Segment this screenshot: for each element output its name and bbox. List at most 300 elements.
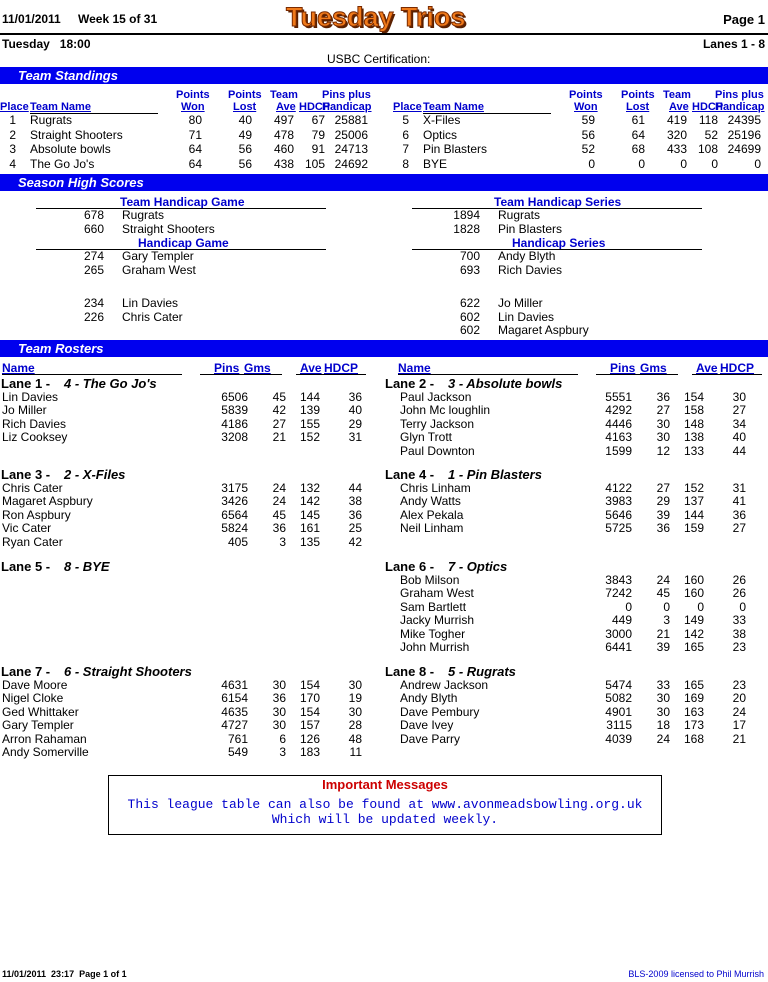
player-average: 152 — [683, 481, 704, 495]
high-scores-title: Season High Scores — [18, 175, 144, 190]
player-average: 163 — [683, 704, 704, 719]
page-label: Page 1 — [723, 12, 765, 27]
player-handicap: 30 — [732, 390, 746, 404]
roster-col-name-left: Name — [2, 361, 35, 375]
player-average: 155 — [299, 416, 320, 431]
col-pins-plus-right: Pins plus — [715, 89, 764, 101]
standing-ave: 0 — [680, 156, 687, 171]
player-average: 135 — [299, 534, 320, 549]
lane-team: 4 - The Go Jo's — [64, 376, 157, 391]
player-average: 169 — [683, 691, 704, 706]
player-name: Andrew Jackson — [400, 678, 489, 692]
day-time: Tuesday 18:00 — [2, 37, 91, 51]
standing-pins: 24699 — [727, 142, 761, 156]
player-average: 139 — [299, 403, 320, 418]
player-name: Jo Miller — [2, 403, 47, 418]
player-handicap: 25 — [348, 521, 362, 536]
col-points-won-right: Points — [569, 89, 603, 101]
player-name: Jacky Murrish — [400, 613, 475, 628]
hcp-series-name: Rich Davies — [498, 262, 563, 277]
col-ave-left: Ave — [276, 101, 296, 113]
player-games: 45 — [272, 507, 286, 522]
standing-hdcp: 79 — [311, 127, 325, 142]
standing-ave: 438 — [273, 156, 294, 171]
player-games: 24 — [656, 731, 670, 746]
league-title: Tuesday Trios — [286, 2, 466, 32]
col-team-right: Team — [663, 89, 691, 101]
lane-team: 8 - BYE — [64, 559, 110, 574]
player-average: 157 — [299, 718, 320, 733]
team-series-name: Pin Blasters — [498, 221, 563, 236]
player-games: 36 — [656, 521, 670, 536]
player-average: 154 — [683, 390, 704, 404]
scratch-series-score: 622 — [459, 296, 480, 310]
col-points-lost-left: Points — [228, 89, 262, 101]
col-lost-right: Lost — [626, 101, 650, 113]
player-name: Bob Milson — [400, 573, 460, 587]
player-handicap: 48 — [348, 731, 362, 746]
player-games: 3 — [279, 745, 286, 759]
standing-won: 56 — [581, 127, 595, 142]
lane-label: Lane 6 - — [385, 559, 435, 574]
roster-col-name-right: Name — [398, 361, 431, 375]
standing-lost: 61 — [631, 113, 645, 127]
standing-won: 64 — [188, 156, 202, 171]
player-average: 161 — [299, 521, 320, 536]
player-name: Ged Whittaker — [2, 704, 79, 719]
lane-team: 7 - Optics — [448, 559, 508, 574]
player-handicap: 40 — [348, 403, 362, 418]
player-games: 6 — [279, 731, 286, 746]
player-handicap: 38 — [348, 494, 362, 509]
player-pins: 4635 — [221, 704, 248, 719]
player-handicap: 26 — [732, 573, 746, 587]
col-pins-plus-left: Pins plus — [322, 89, 371, 101]
scratch-game-score: 226 — [83, 309, 104, 324]
standing-place: 5 — [402, 113, 409, 127]
scratch-game-score: 234 — [83, 296, 104, 310]
player-pins: 405 — [227, 534, 248, 549]
player-handicap: 29 — [348, 416, 362, 431]
col-ave-right: Ave — [669, 101, 689, 113]
player-average: 133 — [683, 443, 704, 458]
scratch-series-score: 602 — [459, 309, 480, 324]
lane-team: 1 - Pin Blasters — [448, 467, 542, 482]
player-pins: 4039 — [605, 731, 632, 746]
player-name: Alex Pekala — [400, 507, 464, 522]
hcp-game-title: Handicap Game — [138, 236, 229, 250]
standing-lost: 68 — [631, 142, 645, 156]
player-handicap: 44 — [348, 481, 362, 495]
lane-label: Lane 4 - — [385, 467, 435, 482]
player-games: 42 — [272, 403, 286, 418]
team-series-score: 1894 — [453, 208, 480, 222]
player-handicap: 11 — [349, 745, 362, 759]
player-pins: 5646 — [605, 507, 632, 522]
player-games: 0 — [663, 599, 670, 614]
player-handicap: 27 — [732, 403, 746, 418]
lane-label: Lane 3 - — [1, 467, 51, 482]
player-name: Mike Togher — [400, 626, 466, 641]
hcp-series-title: Handicap Series — [512, 236, 606, 250]
player-name: Chris Linham — [400, 481, 471, 495]
standing-team: The Go Jo's — [30, 156, 95, 171]
player-name: Nigel Cloke — [2, 691, 64, 706]
header-rule — [0, 33, 768, 35]
player-average: 168 — [683, 731, 704, 746]
standing-won: 80 — [188, 113, 202, 127]
standing-place: 6 — [402, 127, 409, 142]
roster-col-pins-left: Pins — [214, 361, 240, 375]
standing-lost: 40 — [238, 113, 252, 127]
standing-won: 0 — [588, 156, 595, 171]
player-handicap: 36 — [348, 507, 362, 522]
scratch-series-name: Magaret Aspbury — [498, 323, 589, 337]
player-average: 149 — [683, 613, 704, 628]
player-average: 142 — [299, 494, 320, 509]
col-place-left: Place — [0, 101, 29, 113]
roster-pins-rule-right — [596, 374, 678, 375]
player-name: John Murrish — [400, 640, 470, 654]
standing-team: Pin Blasters — [423, 142, 488, 156]
player-games: 24 — [656, 573, 670, 587]
player-pins: 5824 — [221, 521, 248, 536]
player-name: Andy Somerville — [2, 745, 89, 759]
standing-pins: 0 — [754, 156, 761, 171]
team-game-name: Straight Shooters — [122, 221, 215, 236]
player-pins: 3426 — [221, 494, 248, 509]
standing-team: Straight Shooters — [30, 127, 123, 142]
standing-lost: 49 — [238, 127, 252, 142]
player-name: Rich Davies — [2, 416, 67, 431]
standing-ave: 497 — [273, 113, 294, 127]
player-name: Ryan Cater — [2, 534, 63, 549]
player-handicap: 24 — [732, 704, 746, 719]
player-name: Paul Jackson — [400, 390, 472, 404]
team-game-name: Rugrats — [122, 208, 165, 222]
player-handicap: 33 — [732, 613, 746, 628]
standing-won: 64 — [188, 142, 202, 156]
roster-ave-rule-left — [296, 374, 366, 375]
player-games: 36 — [272, 691, 286, 706]
team-series-title: Team Handicap Series — [494, 195, 622, 209]
player-games: 12 — [656, 443, 670, 458]
col-place-right: Place — [393, 101, 422, 113]
player-pins: 0 — [625, 599, 632, 614]
player-name: Dave Pembury — [400, 704, 480, 719]
lane-label: Lane 2 - — [385, 376, 435, 391]
player-pins: 4446 — [605, 416, 632, 431]
player-average: 152 — [299, 430, 320, 445]
standing-hdcp: 118 — [698, 113, 718, 127]
player-name: Dave Parry — [400, 731, 461, 746]
standing-pins: 24713 — [334, 142, 368, 156]
player-games: 21 — [272, 430, 286, 445]
messages-line-1: This league table can also be found at www.avonmeadsbowling.org.uk — [127, 797, 643, 812]
player-pins: 6564 — [221, 507, 248, 522]
player-average: 158 — [683, 403, 704, 418]
player-games: 24 — [272, 481, 286, 495]
standing-place: 1 — [9, 113, 16, 127]
roster-col-hdcp-right: HDCP — [720, 361, 755, 375]
player-name: Magaret Aspbury — [2, 494, 93, 509]
col-hdcp-left: HDCP — [299, 101, 331, 113]
player-average: 138 — [683, 430, 704, 445]
player-games: 30 — [656, 430, 670, 445]
player-pins: 3208 — [221, 430, 248, 445]
standing-team: Optics — [423, 127, 458, 142]
player-average: 160 — [683, 573, 704, 587]
standing-pins: 24692 — [334, 156, 368, 171]
player-name: Gary Templer — [2, 718, 74, 733]
col-points-lost-right: Points — [621, 89, 655, 101]
player-handicap: 26 — [732, 586, 746, 601]
standing-ave: 419 — [666, 113, 687, 127]
player-pins: 3843 — [605, 573, 632, 587]
player-average: 144 — [683, 507, 704, 522]
standing-pins: 25196 — [727, 127, 761, 142]
player-handicap: 0 — [739, 599, 746, 614]
player-pins: 449 — [611, 613, 632, 628]
lane-team: 5 - Rugrats — [448, 664, 516, 679]
hcp-series-score: 700 — [459, 249, 480, 263]
standing-team: X-Files — [423, 113, 461, 127]
roster-col-hdcp-left: HDCP — [324, 361, 359, 375]
hcp-series-score: 693 — [459, 262, 480, 277]
hcp-series-name: Andy Blyth — [498, 249, 556, 263]
player-name: Dave Moore — [2, 678, 68, 692]
player-games: 30 — [272, 718, 286, 733]
player-games: 45 — [272, 390, 286, 404]
player-name: Dave Ivey — [400, 718, 454, 733]
report-date: 11/01/2011 — [2, 12, 61, 26]
team-game-title: Team Handicap Game — [120, 195, 245, 209]
player-name: Paul Downton — [400, 443, 475, 458]
player-handicap: 34 — [732, 416, 746, 431]
team-series-score: 1828 — [453, 221, 480, 236]
player-games: 3 — [279, 534, 286, 549]
col-handicap-left: Handicap — [322, 101, 372, 113]
lane-team: 2 - X-Files — [64, 467, 126, 482]
col-won-right: Won — [574, 101, 598, 113]
player-average: 148 — [683, 416, 704, 431]
messages-title: Important Messages — [322, 777, 448, 792]
team-game-score: 678 — [83, 208, 104, 222]
standing-won: 52 — [581, 142, 595, 156]
lane-label: Lane 5 - — [1, 559, 51, 574]
player-average: 154 — [299, 704, 320, 719]
player-handicap: 30 — [348, 678, 362, 692]
player-average: 126 — [299, 731, 320, 746]
player-games: 39 — [656, 507, 670, 522]
player-games: 27 — [656, 403, 670, 418]
col-points-won-left: Points — [176, 89, 210, 101]
standing-won: 59 — [581, 113, 595, 127]
standing-place: 3 — [9, 142, 16, 156]
player-average: 137 — [683, 494, 704, 509]
player-pins: 6441 — [605, 640, 632, 654]
player-handicap: 42 — [348, 534, 362, 549]
scratch-game-name: Chris Cater — [122, 309, 183, 324]
standing-hdcp: 52 — [704, 127, 718, 142]
standing-ave: 320 — [666, 127, 687, 142]
standing-lost: 0 — [638, 156, 645, 171]
player-name: Andy Watts — [400, 494, 461, 509]
player-games: 27 — [272, 416, 286, 431]
player-pins: 3175 — [221, 481, 248, 495]
roster-name-rule-right — [398, 374, 578, 375]
standing-hdcp: 67 — [311, 113, 325, 127]
standing-won: 71 — [188, 127, 202, 142]
player-handicap: 21 — [732, 731, 746, 746]
player-games: 36 — [272, 521, 286, 536]
player-games: 45 — [656, 586, 670, 601]
player-games: 24 — [272, 494, 286, 509]
player-pins: 4186 — [221, 416, 248, 431]
standing-place: 4 — [9, 156, 16, 171]
scratch-series-name: Jo Miller — [498, 296, 543, 310]
player-handicap: 20 — [732, 691, 746, 706]
col-team-left: Team — [270, 89, 298, 101]
player-pins: 1599 — [605, 443, 632, 458]
standing-ave: 478 — [273, 127, 294, 142]
player-handicap: 31 — [348, 430, 362, 445]
player-handicap: 36 — [348, 390, 362, 404]
standings-title: Team Standings — [18, 68, 118, 83]
player-handicap: 40 — [732, 430, 746, 445]
col-team-name-left: Team Name — [30, 101, 91, 113]
player-pins: 7242 — [605, 586, 632, 601]
player-name: Glyn Trott — [400, 430, 453, 445]
standing-team: Rugrats — [30, 113, 73, 127]
player-name: Neil Linham — [400, 521, 464, 536]
scratch-series-name: Lin Davies — [498, 309, 555, 324]
col-team-name-right: Team Name — [423, 101, 484, 113]
player-name: John Mc loughlin — [400, 403, 491, 418]
player-pins: 5839 — [221, 403, 248, 418]
player-average: 0 — [697, 599, 704, 614]
player-name: Terry Jackson — [400, 416, 475, 431]
player-handicap: 44 — [732, 443, 746, 458]
player-pins: 6506 — [221, 390, 248, 404]
player-average: 160 — [683, 586, 704, 601]
player-pins: 3000 — [605, 626, 632, 641]
standing-hdcp: 91 — [311, 142, 325, 156]
col-handicap-right: Handicap — [715, 101, 765, 113]
player-handicap: 30 — [348, 704, 362, 719]
certification: USBC Certification: — [327, 52, 431, 66]
player-handicap: 23 — [732, 640, 746, 654]
player-pins: 3983 — [605, 494, 632, 509]
player-pins: 5474 — [605, 678, 632, 692]
lanes-label: Lanes 1 - 8 — [702, 37, 765, 51]
hcp-game-score: 274 — [83, 249, 104, 263]
standing-lost: 64 — [631, 127, 645, 142]
col-won-left: Won — [181, 101, 205, 113]
col-hdcp-right: HDCP — [692, 101, 724, 113]
scratch-game-name: Lin Davies — [122, 296, 179, 310]
player-name: Arron Rahaman — [2, 731, 87, 746]
player-games: 27 — [656, 481, 670, 495]
player-pins: 4727 — [221, 718, 248, 733]
rosters-title: Team Rosters — [18, 341, 104, 356]
roster-col-ave-left: Ave — [300, 361, 322, 375]
player-name: Chris Cater — [2, 481, 63, 495]
player-average: 173 — [683, 718, 704, 733]
messages-box — [108, 775, 662, 835]
player-pins: 4901 — [605, 704, 632, 719]
player-games: 30 — [272, 704, 286, 719]
player-name: Lin Davies — [2, 390, 59, 404]
player-games: 30 — [272, 678, 286, 692]
hcp-game-name: Graham West — [122, 262, 196, 277]
standing-place: 7 — [402, 142, 409, 156]
lane-label: Lane 8 - — [385, 664, 435, 679]
player-pins: 5551 — [605, 390, 632, 404]
player-handicap: 19 — [348, 691, 362, 706]
player-pins: 5082 — [605, 691, 632, 706]
player-average: 144 — [299, 390, 320, 404]
standing-place: 2 — [9, 127, 16, 142]
standing-pins: 24395 — [727, 113, 761, 127]
player-average: 145 — [299, 507, 320, 522]
player-handicap: 28 — [348, 718, 362, 733]
player-average: 154 — [299, 678, 320, 692]
roster-pins-rule-left — [200, 374, 282, 375]
player-games: 36 — [656, 390, 670, 404]
player-handicap: 41 — [732, 494, 746, 509]
player-handicap: 17 — [732, 718, 746, 733]
standing-hdcp: 0 — [711, 156, 718, 171]
player-pins: 4122 — [605, 481, 632, 495]
player-pins: 549 — [227, 745, 248, 759]
player-name: Liz Cooksey — [2, 430, 68, 445]
player-name: Sam Bartlett — [400, 599, 467, 614]
standing-team: BYE — [423, 156, 448, 171]
player-games: 39 — [656, 640, 670, 654]
player-handicap: 23 — [732, 678, 746, 692]
team-game-score: 660 — [83, 221, 104, 236]
hcp-game-name: Gary Templer — [122, 249, 194, 263]
lane-label: Lane 7 - — [1, 664, 51, 679]
player-games: 21 — [656, 626, 670, 641]
player-games: 3 — [663, 613, 670, 628]
standing-pins: 25881 — [334, 113, 368, 127]
player-games: 29 — [656, 494, 670, 509]
player-pins: 4163 — [605, 430, 632, 445]
player-average: 142 — [683, 626, 704, 641]
player-pins: 761 — [227, 731, 248, 746]
player-pins: 6154 — [221, 691, 248, 706]
roster-name-rule-left — [2, 374, 182, 375]
standing-hdcp: 108 — [697, 142, 718, 156]
scratch-series-score: 602 — [459, 323, 480, 337]
roster-col-pins-right: Pins — [610, 361, 636, 375]
player-average: 170 — [299, 691, 320, 706]
team-series-name: Rugrats — [498, 208, 541, 222]
player-average: 132 — [299, 481, 320, 495]
roster-col-gms-right: Gms — [640, 361, 667, 375]
player-pins: 5725 — [605, 521, 632, 536]
standing-ave: 460 — [273, 142, 294, 156]
high-scores-bar — [0, 174, 768, 191]
player-handicap: 38 — [732, 626, 746, 641]
col-lost-left: Lost — [233, 101, 257, 113]
lane-team: 6 - Straight Shooters — [64, 664, 192, 679]
roster-ave-rule-right — [692, 374, 762, 375]
lane-label: Lane 1 - — [1, 376, 51, 391]
lane-team: 3 - Absolute bowls — [448, 376, 563, 391]
